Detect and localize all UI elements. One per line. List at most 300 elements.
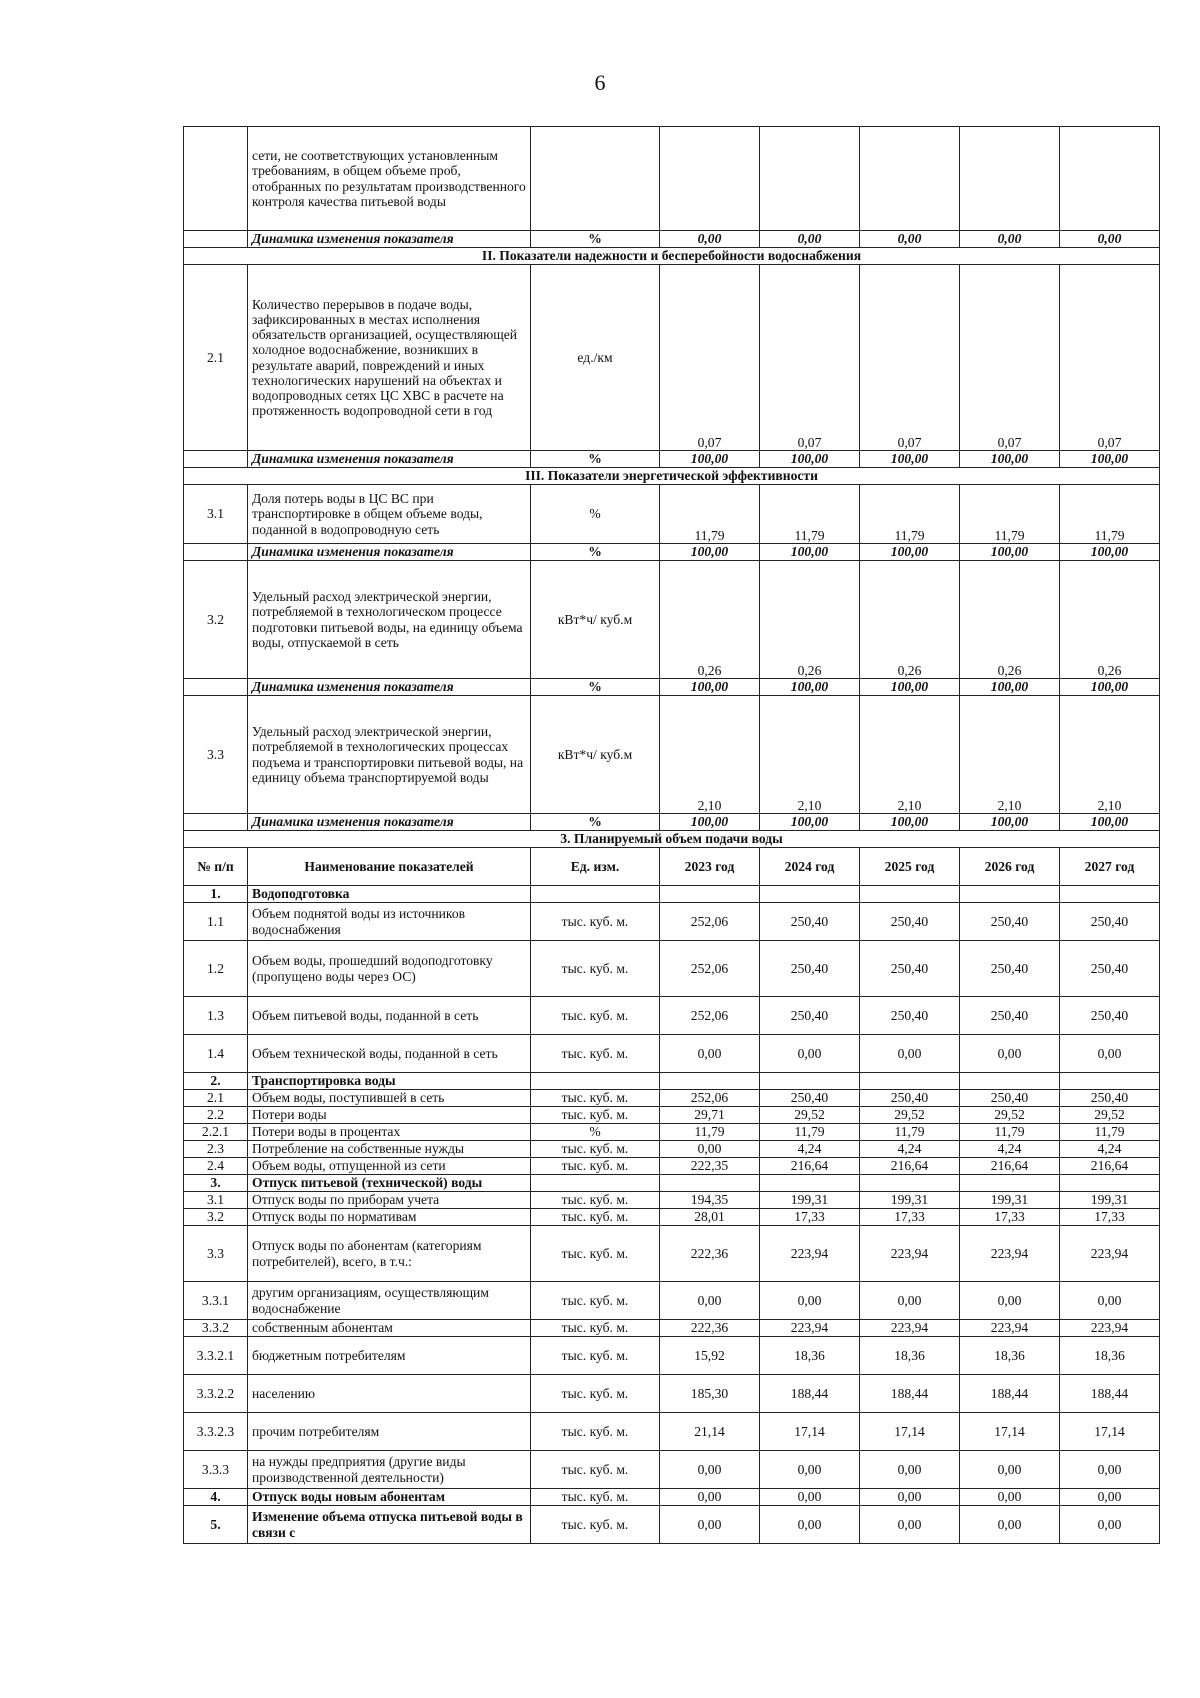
value-cell: [660, 886, 760, 903]
value-cell: [1060, 1175, 1160, 1192]
group-row: [184, 1175, 1160, 1192]
value-cell: 0,07: [1060, 265, 1160, 451]
value-cell: 188,44: [960, 1375, 1060, 1413]
row-number: 3.3.2.2: [184, 1375, 248, 1413]
value-cell: 250,40: [960, 903, 1060, 941]
value-cell: 11,79: [760, 485, 860, 544]
value-cell: 17,14: [860, 1413, 960, 1451]
value-cell: 223,94: [1060, 1320, 1160, 1337]
value-cell: 0,00: [960, 1489, 1060, 1506]
value-cell: 0,00: [1060, 231, 1160, 248]
value-cell: 17,14: [960, 1413, 1060, 1451]
unit-cell: ед./км: [531, 265, 660, 451]
group-row: [184, 1073, 1160, 1090]
value-cell: 17,14: [760, 1413, 860, 1451]
value-cell: 0,07: [860, 265, 960, 451]
row-number: 3.: [184, 1175, 248, 1192]
value-cell: 11,79: [1060, 485, 1160, 544]
value-cell: 223,94: [760, 1320, 860, 1337]
value-cell: 17,14: [1060, 1413, 1160, 1451]
value-cell: 250,40: [1060, 997, 1160, 1035]
value-cell: [860, 1175, 960, 1192]
data-row: [184, 1141, 1160, 1158]
column-header: Наименование показателей: [248, 848, 531, 886]
indicator-name: на нужды предприятия (другие виды производственной деятельности): [248, 1451, 531, 1489]
unit-cell: тыс. куб. м.: [531, 1192, 660, 1209]
data-row: [184, 1337, 1160, 1375]
indicator-name: Объем питьевой воды, поданной в сеть: [248, 997, 531, 1035]
value-cell: 100,00: [660, 814, 760, 831]
value-cell: 250,40: [760, 1090, 860, 1107]
value-cell: 250,40: [1060, 941, 1160, 997]
value-cell: 250,40: [860, 903, 960, 941]
value-cell: 223,94: [860, 1226, 960, 1282]
data-row: [184, 1413, 1160, 1451]
row-number: 3.3.2.1: [184, 1337, 248, 1375]
unit-cell: кВт*ч/ куб.м: [531, 696, 660, 814]
unit-cell: %: [531, 814, 660, 831]
value-cell: [760, 1073, 860, 1090]
indicator-row: [184, 485, 1160, 544]
value-cell: [760, 127, 860, 231]
unit-cell: %: [531, 485, 660, 544]
value-cell: [960, 1073, 1060, 1090]
indicator-name: Объем воды, поступившей в сеть: [248, 1090, 531, 1107]
value-cell: 100,00: [960, 679, 1060, 696]
unit-cell: тыс. куб. м.: [531, 1375, 660, 1413]
value-cell: 28,01: [660, 1209, 760, 1226]
indicator-row: [184, 127, 1160, 231]
indicator-name: Доля потерь воды в ЦС ВС при транспортировке в общем объеме воды, поданной в водопроводную сеть: [248, 485, 531, 544]
value-cell: 100,00: [860, 814, 960, 831]
row-number: 2.2.1: [184, 1124, 248, 1141]
unit-cell: [531, 1175, 660, 1192]
unit-cell: тыс. куб. м.: [531, 1506, 660, 1544]
value-cell: 250,40: [1060, 1090, 1160, 1107]
value-cell: 0,00: [860, 1451, 960, 1489]
row-number: 2.: [184, 1073, 248, 1090]
value-cell: 223,94: [760, 1226, 860, 1282]
unit-cell: тыс. куб. м.: [531, 1158, 660, 1175]
value-cell: 250,40: [960, 941, 1060, 997]
unit-cell: [531, 1073, 660, 1090]
row-number: 3.3.1: [184, 1282, 248, 1320]
section-title: 3. Планируемый объем подачи воды: [184, 831, 1160, 848]
value-cell: 0,00: [660, 1506, 760, 1544]
row-number: 4.: [184, 1489, 248, 1506]
value-cell: 0,00: [1060, 1451, 1160, 1489]
value-cell: 100,00: [760, 679, 860, 696]
value-cell: 2,10: [960, 696, 1060, 814]
value-cell: 100,00: [760, 814, 860, 831]
value-cell: 100,00: [1060, 814, 1160, 831]
value-cell: 11,79: [960, 1124, 1060, 1141]
row-number: 2.2: [184, 1107, 248, 1124]
dynamics-row: [184, 544, 1160, 561]
indicator-name: Изменение объема отпуска питьевой воды в связи с: [248, 1506, 531, 1544]
row-number: 2.1: [184, 1090, 248, 1107]
value-cell: 0,00: [660, 1035, 760, 1073]
value-cell: [660, 127, 760, 231]
dynamics-label: Динамика изменения показателя: [248, 679, 531, 696]
row-number: 3.3.2: [184, 1320, 248, 1337]
value-cell: 11,79: [660, 1124, 760, 1141]
value-cell: 100,00: [760, 544, 860, 561]
value-cell: [660, 1073, 760, 1090]
unit-cell: тыс. куб. м.: [531, 1413, 660, 1451]
value-cell: 250,40: [860, 941, 960, 997]
value-cell: 0,26: [760, 561, 860, 679]
value-cell: 0,00: [860, 1489, 960, 1506]
value-cell: 199,31: [960, 1192, 1060, 1209]
unit-cell: тыс. куб. м.: [531, 1337, 660, 1375]
value-cell: 0,00: [1060, 1035, 1160, 1073]
unit-cell: тыс. куб. м.: [531, 1489, 660, 1506]
value-cell: 100,00: [1060, 451, 1160, 468]
value-cell: 100,00: [760, 451, 860, 468]
indicator-name: сети, не соответствующих установленным требованиям, в общем объеме проб, отобранных по результатам производственного контроля качества питьевой воды: [248, 127, 531, 231]
dynamics-label: Динамика изменения показателя: [248, 544, 531, 561]
value-cell: 0,07: [960, 265, 1060, 451]
unit-cell: тыс. куб. м.: [531, 903, 660, 941]
unit-cell: тыс. куб. м.: [531, 1451, 660, 1489]
value-cell: 0,00: [960, 1282, 1060, 1320]
value-cell: 188,44: [760, 1375, 860, 1413]
value-cell: 0,00: [1060, 1282, 1160, 1320]
indicator-name: Отпуск воды по абонентам (категориям потребителей), всего, в т.ч.:: [248, 1226, 531, 1282]
value-cell: 18,36: [760, 1337, 860, 1375]
indicator-name: Потери воды: [248, 1107, 531, 1124]
column-header: 2023 год: [660, 848, 760, 886]
value-cell: 100,00: [960, 451, 1060, 468]
value-cell: 11,79: [660, 485, 760, 544]
data-row: [184, 1107, 1160, 1124]
data-row: [184, 997, 1160, 1035]
value-cell: 0,00: [860, 1506, 960, 1544]
row-number: 3.1: [184, 1192, 248, 1209]
value-cell: [1060, 886, 1160, 903]
value-cell: 11,79: [860, 485, 960, 544]
data-row: [184, 1090, 1160, 1107]
group-title: Водоподготовка: [248, 886, 531, 903]
unit-cell: %: [531, 544, 660, 561]
column-header: № п/п: [184, 848, 248, 886]
row-number: 1.2: [184, 941, 248, 997]
value-cell: 222,35: [660, 1158, 760, 1175]
value-cell: 100,00: [960, 814, 1060, 831]
value-cell: 216,64: [1060, 1158, 1160, 1175]
value-cell: 11,79: [1060, 1124, 1160, 1141]
value-cell: 17,33: [860, 1209, 960, 1226]
row-number: [184, 127, 248, 231]
data-row: [184, 1192, 1160, 1209]
value-cell: [960, 1175, 1060, 1192]
value-cell: 250,40: [960, 997, 1060, 1035]
column-header: 2024 год: [760, 848, 860, 886]
data-row: [184, 903, 1160, 941]
indicator-name: Потери воды в процентах: [248, 1124, 531, 1141]
value-cell: 0,26: [660, 561, 760, 679]
unit-cell: тыс. куб. м.: [531, 1320, 660, 1337]
value-cell: 0,00: [1060, 1489, 1160, 1506]
section-header: [184, 468, 1160, 485]
value-cell: [960, 886, 1060, 903]
group-title: Отпуск питьевой (технической) воды: [248, 1175, 531, 1192]
value-cell: 29,52: [960, 1107, 1060, 1124]
value-cell: 29,71: [660, 1107, 760, 1124]
value-cell: 0,26: [960, 561, 1060, 679]
value-cell: 11,79: [960, 485, 1060, 544]
value-cell: 17,33: [1060, 1209, 1160, 1226]
unit-cell: тыс. куб. м.: [531, 997, 660, 1035]
unit-cell: тыс. куб. м.: [531, 1090, 660, 1107]
data-row: [184, 1320, 1160, 1337]
dynamics-label: Динамика изменения показателя: [248, 231, 531, 248]
indicator-name: другим организациям, осуществляющим водоснабжение: [248, 1282, 531, 1320]
value-cell: 11,79: [860, 1124, 960, 1141]
value-cell: 17,33: [960, 1209, 1060, 1226]
value-cell: 0,00: [960, 1451, 1060, 1489]
indicator-name: Объем технической воды, поданной в сеть: [248, 1035, 531, 1073]
section-title: II. Показатели надежности и бесперебойности водоснабжения: [184, 248, 1160, 265]
value-cell: 252,06: [660, 941, 760, 997]
value-cell: 0,00: [960, 231, 1060, 248]
row-number: [184, 231, 248, 248]
unit-cell: тыс. куб. м.: [531, 1209, 660, 1226]
value-cell: [660, 1175, 760, 1192]
indicator-name: бюджетным потребителям: [248, 1337, 531, 1375]
value-cell: 0,00: [660, 231, 760, 248]
value-cell: [1060, 127, 1160, 231]
data-row: [184, 1489, 1160, 1506]
value-cell: 250,40: [1060, 903, 1160, 941]
value-cell: 223,94: [960, 1320, 1060, 1337]
value-cell: 100,00: [860, 544, 960, 561]
indicator-name: Отпуск воды новым абонентам: [248, 1489, 531, 1506]
indicator-name: Объем поднятой воды из источников водоснабжения: [248, 903, 531, 941]
value-cell: 4,24: [760, 1141, 860, 1158]
value-cell: 216,64: [760, 1158, 860, 1175]
group-row: [184, 886, 1160, 903]
value-cell: 4,24: [860, 1141, 960, 1158]
row-number: 3.3: [184, 1226, 248, 1282]
value-cell: 0,00: [860, 1282, 960, 1320]
value-cell: 222,36: [660, 1226, 760, 1282]
value-cell: 100,00: [860, 679, 960, 696]
row-number: 5.: [184, 1506, 248, 1544]
data-row: [184, 1375, 1160, 1413]
row-number: 3.2: [184, 561, 248, 679]
data-row: [184, 1035, 1160, 1073]
unit-cell: %: [531, 231, 660, 248]
indicator-name: Удельный расход электрической энергии, потребляемой в технологическом процессе подготовки питьевой воды, на единицу объема воды, отпускаемой в сеть: [248, 561, 531, 679]
value-cell: 194,35: [660, 1192, 760, 1209]
dynamics-row: [184, 451, 1160, 468]
unit-cell: тыс. куб. м.: [531, 1226, 660, 1282]
value-cell: [860, 886, 960, 903]
value-cell: 0,00: [960, 1506, 1060, 1544]
value-cell: 100,00: [1060, 679, 1160, 696]
row-number: 3.2: [184, 1209, 248, 1226]
value-cell: 0,00: [1060, 1506, 1160, 1544]
column-header-row: [184, 848, 1160, 886]
value-cell: 185,30: [660, 1375, 760, 1413]
value-cell: 2,10: [1060, 696, 1160, 814]
value-cell: 188,44: [860, 1375, 960, 1413]
dynamics-row: [184, 231, 1160, 248]
value-cell: 0,26: [1060, 561, 1160, 679]
row-number: 1.3: [184, 997, 248, 1035]
column-header: 2027 год: [1060, 848, 1160, 886]
value-cell: 0,00: [760, 1451, 860, 1489]
dynamics-row: [184, 679, 1160, 696]
value-cell: 250,40: [760, 941, 860, 997]
value-cell: 222,36: [660, 1320, 760, 1337]
value-cell: 250,40: [760, 903, 860, 941]
value-cell: 0,00: [760, 1035, 860, 1073]
row-number: 1.4: [184, 1035, 248, 1073]
value-cell: 4,24: [960, 1141, 1060, 1158]
dynamics-row: [184, 814, 1160, 831]
value-cell: 100,00: [660, 451, 760, 468]
row-number: 3.3.2.3: [184, 1413, 248, 1451]
row-number: 3.3.3: [184, 1451, 248, 1489]
dynamics-label: Динамика изменения показателя: [248, 451, 531, 468]
value-cell: [760, 886, 860, 903]
value-cell: 199,31: [760, 1192, 860, 1209]
data-row: [184, 1226, 1160, 1282]
value-cell: 0,00: [760, 231, 860, 248]
data-row: [184, 1451, 1160, 1489]
value-cell: 2,10: [860, 696, 960, 814]
indicator-name: Количество перерывов в подаче воды, зафиксированных в местах исполнения обязательств организацией, осуществляющей холодное водоснабжение, возникших в результате аварий, повреждений и иных технологических нарушений на объектах и водопроводных сетях ЦС ХВС в расчете на протяженность водопроводной сети в год: [248, 265, 531, 451]
value-cell: 250,40: [960, 1090, 1060, 1107]
value-cell: 18,36: [860, 1337, 960, 1375]
value-cell: 15,92: [660, 1337, 760, 1375]
indicator-name: населению: [248, 1375, 531, 1413]
value-cell: 100,00: [960, 544, 1060, 561]
value-cell: [760, 1175, 860, 1192]
value-cell: 29,52: [860, 1107, 960, 1124]
value-cell: 0,00: [760, 1282, 860, 1320]
row-number: 1.1: [184, 903, 248, 941]
indicator-name: Объем воды, отпущенной из сети: [248, 1158, 531, 1175]
unit-cell: %: [531, 451, 660, 468]
indicator-row: [184, 265, 1160, 451]
row-number: 1.: [184, 886, 248, 903]
section-header: [184, 248, 1160, 265]
unit-cell: %: [531, 679, 660, 696]
unit-cell: кВт*ч/ куб.м: [531, 561, 660, 679]
value-cell: 0,00: [660, 1141, 760, 1158]
value-cell: 223,94: [860, 1320, 960, 1337]
value-cell: 100,00: [1060, 544, 1160, 561]
value-cell: 100,00: [660, 679, 760, 696]
page-number: 6: [594, 70, 606, 95]
value-cell: 2,10: [760, 696, 860, 814]
group-title: Транспортировка воды: [248, 1073, 531, 1090]
data-row: [184, 1506, 1160, 1544]
value-cell: 29,52: [760, 1107, 860, 1124]
value-cell: 29,52: [1060, 1107, 1160, 1124]
value-cell: 0,00: [760, 1489, 860, 1506]
value-cell: 223,94: [1060, 1226, 1160, 1282]
value-cell: 17,33: [760, 1209, 860, 1226]
unit-cell: [531, 127, 660, 231]
value-cell: 223,94: [960, 1226, 1060, 1282]
unit-cell: тыс. куб. м.: [531, 1141, 660, 1158]
value-cell: 199,31: [1060, 1192, 1160, 1209]
value-cell: 21,14: [660, 1413, 760, 1451]
value-cell: 252,06: [660, 1090, 760, 1107]
indicator-row: [184, 696, 1160, 814]
indicator-row: [184, 561, 1160, 679]
column-header: 2025 год: [860, 848, 960, 886]
indicator-name: собственным абонентам: [248, 1320, 531, 1337]
value-cell: 188,44: [1060, 1375, 1160, 1413]
value-cell: 0,07: [760, 265, 860, 451]
indicator-name: прочим потребителям: [248, 1413, 531, 1451]
unit-cell: тыс. куб. м.: [531, 1035, 660, 1073]
row-number: 3.3: [184, 696, 248, 814]
value-cell: 4,24: [1060, 1141, 1160, 1158]
dynamics-label: Динамика изменения показателя: [248, 814, 531, 831]
value-cell: [1060, 1073, 1160, 1090]
value-cell: 11,79: [760, 1124, 860, 1141]
value-cell: 100,00: [660, 544, 760, 561]
value-cell: 250,40: [860, 1090, 960, 1107]
value-cell: 252,06: [660, 903, 760, 941]
column-header: Ед. изм.: [531, 848, 660, 886]
value-cell: [960, 127, 1060, 231]
unit-cell: тыс. куб. м.: [531, 1107, 660, 1124]
row-number: 3.1: [184, 485, 248, 544]
row-number: [184, 814, 248, 831]
indicator-name: Удельный расход электрической энергии, потребляемой в технологических процессах подъема и транспортировки питьевой воды, на единицу объема транспортируемой воды: [248, 696, 531, 814]
data-row: [184, 1282, 1160, 1320]
value-cell: [860, 127, 960, 231]
value-cell: 0,00: [760, 1506, 860, 1544]
value-cell: 2,10: [660, 696, 760, 814]
row-number: 2.1: [184, 265, 248, 451]
unit-cell: [531, 886, 660, 903]
data-row: [184, 1124, 1160, 1141]
data-row: [184, 1209, 1160, 1226]
value-cell: 199,31: [860, 1192, 960, 1209]
value-cell: 0,26: [860, 561, 960, 679]
value-cell: 18,36: [960, 1337, 1060, 1375]
value-cell: 0,00: [860, 1035, 960, 1073]
indicators-table: [183, 126, 1160, 1544]
value-cell: 18,36: [1060, 1337, 1160, 1375]
value-cell: 0,00: [860, 231, 960, 248]
value-cell: 216,64: [860, 1158, 960, 1175]
unit-cell: %: [531, 1124, 660, 1141]
unit-cell: тыс. куб. м.: [531, 1282, 660, 1320]
value-cell: 250,40: [860, 997, 960, 1035]
row-number: 2.4: [184, 1158, 248, 1175]
value-cell: 0,00: [660, 1489, 760, 1506]
row-number: [184, 544, 248, 561]
indicator-name: Объем воды, прошедший водоподготовку (пропущено воды через ОС): [248, 941, 531, 997]
value-cell: 0,00: [660, 1451, 760, 1489]
section-header: [184, 831, 1160, 848]
indicator-name: Отпуск воды по нормативам: [248, 1209, 531, 1226]
value-cell: 0,00: [960, 1035, 1060, 1073]
value-cell: 252,06: [660, 997, 760, 1035]
section-title: III. Показатели энергетической эффективности: [184, 468, 1160, 485]
row-number: [184, 451, 248, 468]
